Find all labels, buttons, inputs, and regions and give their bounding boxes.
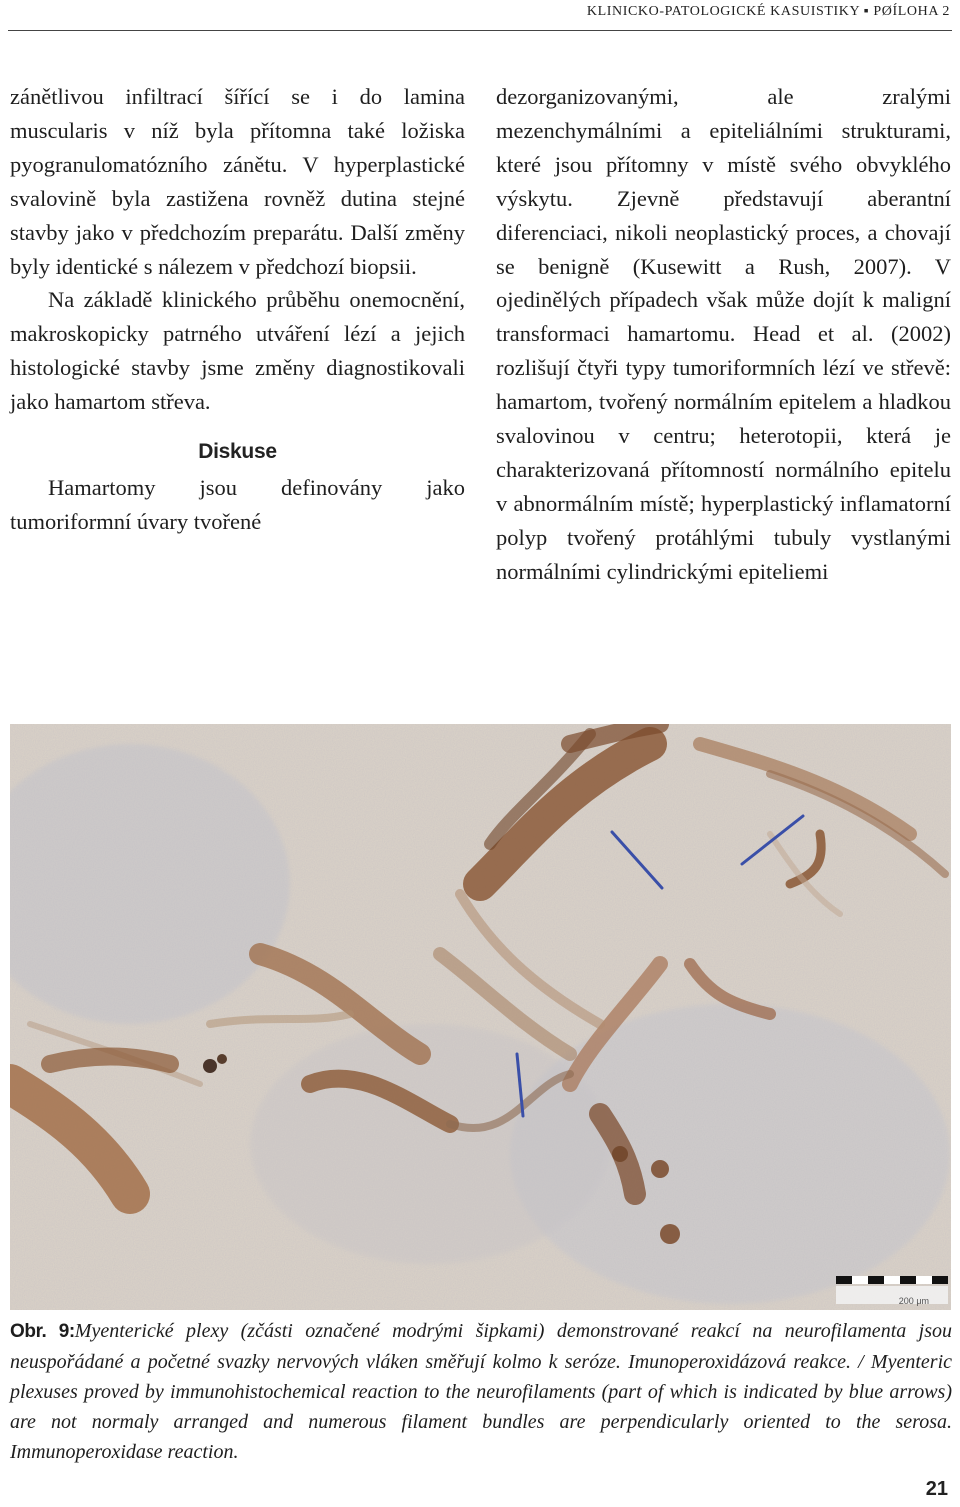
left-paragraph-2: Na základě klinického průběhu onemocnění, makroskopicky patrného utváření lézí a jejich histologické stavby jsme změny diagnostikovali jako hamartom střeva.	[10, 287, 465, 415]
cell-cluster	[651, 1160, 669, 1178]
caption-text: Myenterické plexy (zčásti označené modrými šipkami) demonstrované reakcí na neurofilamenta jsou neuspořádané a početné svazky nervových vláken směřují kolmo k seróze. Imunoperoxidázová reakce. / Myenteric plexuses proved by immunohistochemical reaction to the neurofilaments (part of which is indicated by blue arrows) are not normaly arranged and numerous filament bundles are perpendicularly oriented to the serosa. Immunoperoxidase reaction.	[10, 1320, 952, 1463]
right-column	[496, 80, 951, 589]
caption-label: Obr. 9:	[10, 1321, 75, 1342]
scale-bar-segment	[900, 1276, 916, 1284]
cell-cluster	[612, 1146, 628, 1162]
histology-micrograph	[10, 724, 951, 1310]
scale-bar-segment	[836, 1276, 852, 1284]
scale-bar-segment	[868, 1276, 884, 1284]
scale-label: 200 μm	[898, 1296, 929, 1306]
left-paragraph-1: zánětlivou infiltrací šířící se i do lamina muscularis v níž byla přítomna také ložiska pyogranulomatózního zánětu. V hyperplastické svalovině byla zastižena rovněž dutina stejné stavby jako v předchozím preparátu. Další změny byly identické s nálezem v předchozí biopsii.	[10, 84, 465, 279]
left-paragraph-3: Hamartomy jsou definovány jako tumoriformní úvary tvořené	[10, 474, 465, 534]
scale-bar-segment	[932, 1276, 948, 1284]
section-heading-diskuse: Diskuse	[198, 440, 277, 464]
cell-cluster	[203, 1059, 217, 1073]
scale-bar	[836, 1276, 948, 1304]
running-head: KLINICKO-PATOLOGICKÉ KASUISTIKY ▪ PØÍLOHA 2	[586, 4, 950, 19]
scale-bar-background	[836, 1276, 948, 1284]
stroma-region	[250, 1024, 610, 1264]
right-paragraph-1: dezorganizovanými, ale zralými mezenchymálními a epiteliálními strukturami, které jsou přítomny v místě svého obvyklého výskytu. Zjevně představují aberantní diferenciaci, nikoli neoplastický proces, a chovají se benigně (Kusewitt a Rush, 2007). V ojedinělých případech však může dojít k maligní transformaci hamartomu. Head et al. (2002) rozlišují čtyři typy tumoriformních lézí ve střevě: hamartom, tvořený normálním epitelem a hladkou svalovinou v centru; heterotopii, která je charakterizovaná přítomností normálního epitelu v abnormálním místě; hyperplastický inflamatorní polyp tvořený protáhlými tubuly vystlanými normálními cylindrickými epiteliemi	[496, 84, 951, 584]
cell-cluster	[660, 1224, 680, 1244]
header-rule	[8, 30, 952, 31]
figure-caption	[10, 1316, 952, 1467]
page-number: 21	[925, 1478, 948, 1500]
histology-figure	[10, 724, 951, 1310]
nerve-bundle	[50, 1057, 170, 1065]
scale-label-background	[836, 1286, 948, 1304]
cell-cluster	[217, 1054, 227, 1064]
left-column	[10, 80, 465, 539]
